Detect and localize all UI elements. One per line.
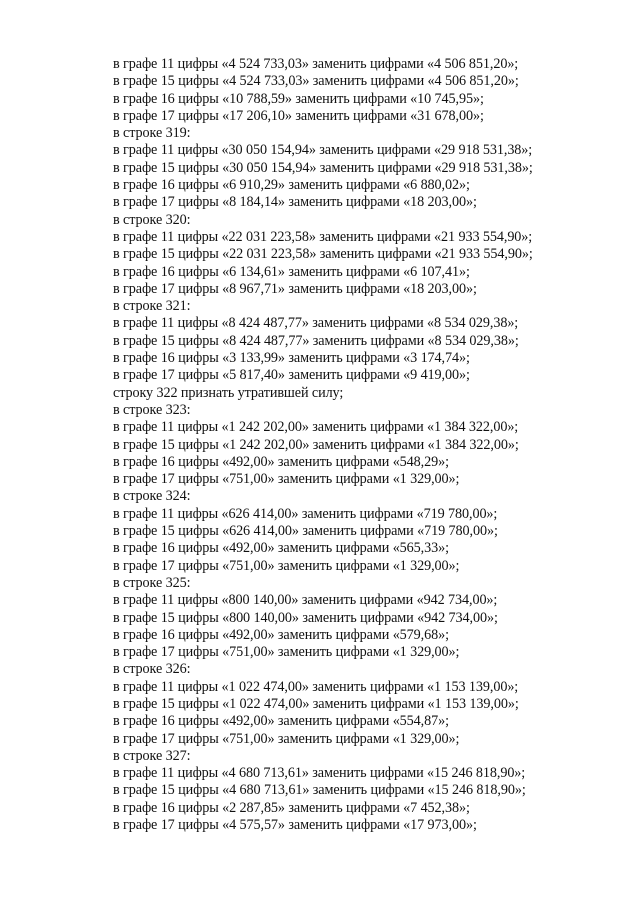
text-line: в графе 15 цифры «4 524 733,03» заменить цифрами «4 506 851,20»; <box>113 73 519 90</box>
row-heading: в строке 326: <box>113 661 191 678</box>
text-line: в графе 16 цифры «492,00» заменить цифрами «554,87»; <box>113 713 449 730</box>
text-line: в графе 11 цифры «4 680 713,61» заменить цифрами «15 246 818,90»; <box>113 765 526 782</box>
text-line: в графе 11 цифры «30 050 154,94» заменить цифрами «29 918 531,38»; <box>113 142 533 159</box>
text-line: в графе 16 цифры «492,00» заменить цифрами «548,29»; <box>113 453 449 470</box>
text-line: в графе 16 цифры «6 134,61» заменить цифрами «6 107,41»; <box>113 263 470 280</box>
text-line: в графе 15 цифры «30 050 154,94» заменить цифрами «29 918 531,38»; <box>113 159 533 176</box>
text-line: в графе 17 цифры «751,00» заменить цифрами «1 329,00»; <box>113 644 460 661</box>
text-line: в графе 15 цифры «4 680 713,61» заменить цифрами «15 246 818,90»; <box>113 782 526 799</box>
text-line: в графе 15 цифры «800 140,00» заменить цифрами «942 734,00»; <box>113 609 498 626</box>
row-heading: в строке 327: <box>113 747 191 764</box>
text-line: в графе 16 цифры «492,00» заменить цифрами «579,68»; <box>113 626 449 643</box>
text-line: в графе 11 цифры «1 242 202,00» заменить цифрами «1 384 322,00»; <box>113 419 519 436</box>
row-heading: в строке 321: <box>113 298 191 315</box>
row-heading: в строке 324: <box>113 488 191 505</box>
text-line: в графе 16 цифры «6 910,29» заменить цифрами «6 880,02»; <box>113 177 470 194</box>
row-heading: в строке 325: <box>113 574 191 591</box>
text-line: в графе 11 цифры «22 031 223,58» заменить цифрами «21 933 554,90»; <box>113 228 533 245</box>
text-line: в графе 17 цифры «4 575,57» заменить цифрами «17 973,00»; <box>113 817 477 834</box>
text-line: в графе 17 цифры «5 817,40» заменить цифрами «9 419,00»; <box>113 367 470 384</box>
text-line: в графе 11 цифры «626 414,00» заменить цифрами «719 780,00»; <box>113 505 498 522</box>
text-line: в графе 17 цифры «8 184,14» заменить цифрами «18 203,00»; <box>113 194 477 211</box>
text-line: в графе 11 цифры «8 424 487,77» заменить цифрами «8 534 029,38»; <box>113 315 519 332</box>
text-line: в графе 16 цифры «2 287,85» заменить цифрами «7 452,38»; <box>113 799 470 816</box>
row-heading: в строке 319: <box>113 125 191 142</box>
document-text <box>113 56 613 834</box>
text-line: в графе 17 цифры «8 967,71» заменить цифрами «18 203,00»; <box>113 280 477 297</box>
text-line: в графе 15 цифры «626 414,00» заменить цифрами «719 780,00»; <box>113 523 498 540</box>
row-heading: в строке 323: <box>113 401 191 418</box>
text-line: в графе 15 цифры «22 031 223,58» заменить цифрами «21 933 554,90»; <box>113 246 533 263</box>
text-line: в графе 17 цифры «17 206,10» заменить цифрами «31 678,00»; <box>113 107 484 124</box>
text-line: в графе 17 цифры «751,00» заменить цифрами «1 329,00»; <box>113 471 460 488</box>
text-line: в графе 15 цифры «1 022 474,00» заменить цифрами «1 153 139,00»; <box>113 695 519 712</box>
text-line: в графе 16 цифры «10 788,59» заменить цифрами «10 745,95»; <box>113 90 484 107</box>
text-line: в графе 15 цифры «1 242 202,00» заменить цифрами «1 384 322,00»; <box>113 436 519 453</box>
text-line: в графе 11 цифры «1 022 474,00» заменить цифрами «1 153 139,00»; <box>113 678 519 695</box>
text-line: в графе 15 цифры «8 424 487,77» заменить цифрами «8 534 029,38»; <box>113 332 519 349</box>
row-heading: в строке 320: <box>113 211 191 228</box>
text-line: в графе 11 цифры «800 140,00» заменить цифрами «942 734,00»; <box>113 592 498 609</box>
text-line: в графе 17 цифры «751,00» заменить цифрами «1 329,00»; <box>113 730 460 747</box>
text-line: в графе 16 цифры «492,00» заменить цифрами «565,33»; <box>113 540 449 557</box>
text-line: в графе 11 цифры «4 524 733,03» заменить цифрами «4 506 851,20»; <box>113 56 519 72</box>
text-line: строку 322 признать утратившей силу; <box>113 384 344 401</box>
text-line: в графе 16 цифры «3 133,99» заменить цифрами «3 174,74»; <box>113 350 470 367</box>
text-line: в графе 17 цифры «751,00» заменить цифрами «1 329,00»; <box>113 557 460 574</box>
